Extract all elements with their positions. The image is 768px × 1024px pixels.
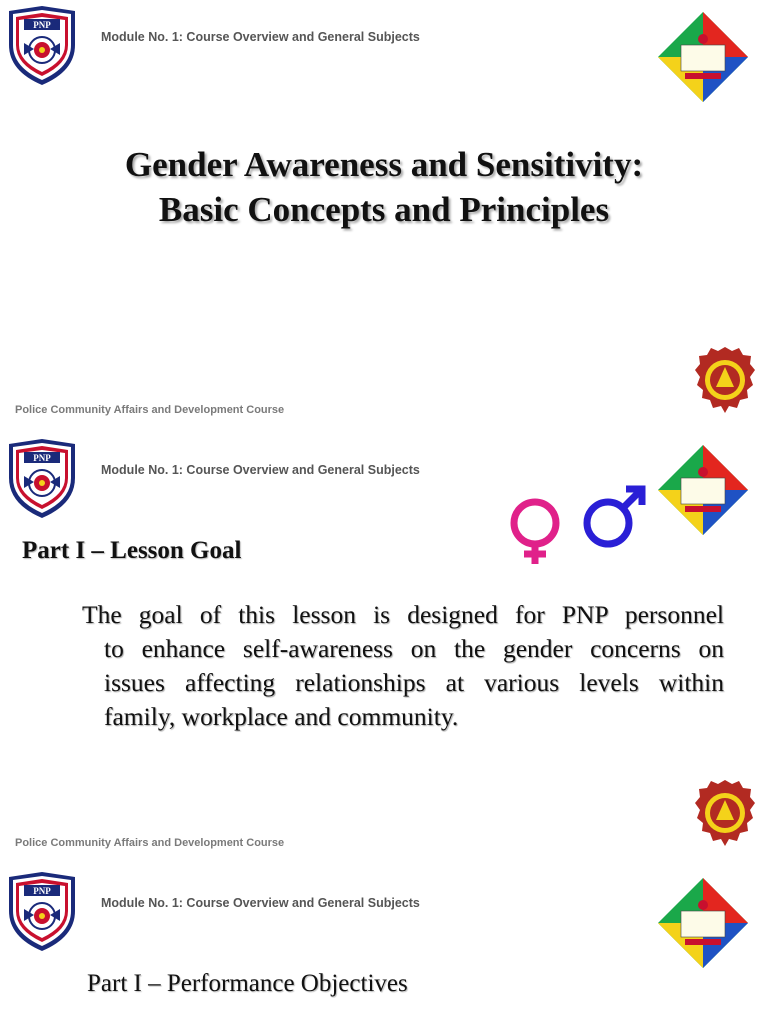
goal-line: issues affecting relationships at various levels within <box>104 668 724 697</box>
gear-seal-logo <box>694 345 756 417</box>
goal-line: The goal of this lesson is designed for PNP personnel <box>82 600 724 629</box>
title-line-2: Basic Concepts and Principles <box>158 190 610 229</box>
male-symbol-icon <box>587 489 642 544</box>
diamond-school-logo <box>658 445 748 535</box>
gear-seal-logo <box>694 778 756 850</box>
goal-line: family, workplace and community. <box>104 702 459 731</box>
badge-label: PNP <box>33 886 51 896</box>
module-header: Module No. 1: Course Overview and General Subjects <box>101 30 420 44</box>
female-symbol-icon <box>514 502 556 564</box>
pnp-badge-logo <box>6 871 78 953</box>
pnp-badge-logo <box>6 438 78 520</box>
title-line-1: Gender Awareness and Sensitivity: <box>124 145 644 184</box>
slide-1 <box>0 0 768 433</box>
performance-objectives-heading: Part I – Performance Objectives <box>87 970 408 997</box>
slide-2 <box>0 433 768 866</box>
slide-3 <box>0 866 768 1024</box>
gender-symbols <box>500 483 650 565</box>
module-header: Module No. 1: Course Overview and General Subjects <box>101 463 420 477</box>
pnp-badge-logo <box>6 5 78 87</box>
badge-label: PNP <box>33 20 51 30</box>
course-footer: Police Community Affairs and Development Course <box>15 404 285 416</box>
goal-line: to enhance self-awareness on the gender concerns on <box>104 634 724 663</box>
diamond-school-logo <box>658 12 748 102</box>
slide-title <box>40 142 728 232</box>
lesson-goal-heading: Part I – Lesson Goal <box>22 537 242 564</box>
diamond-school-logo <box>658 878 748 968</box>
lesson-goal-text <box>82 598 724 734</box>
course-footer: Police Community Affairs and Development Course <box>15 837 285 849</box>
badge-label: PNP <box>33 453 51 463</box>
module-header: Module No. 1: Course Overview and General Subjects <box>101 896 420 910</box>
